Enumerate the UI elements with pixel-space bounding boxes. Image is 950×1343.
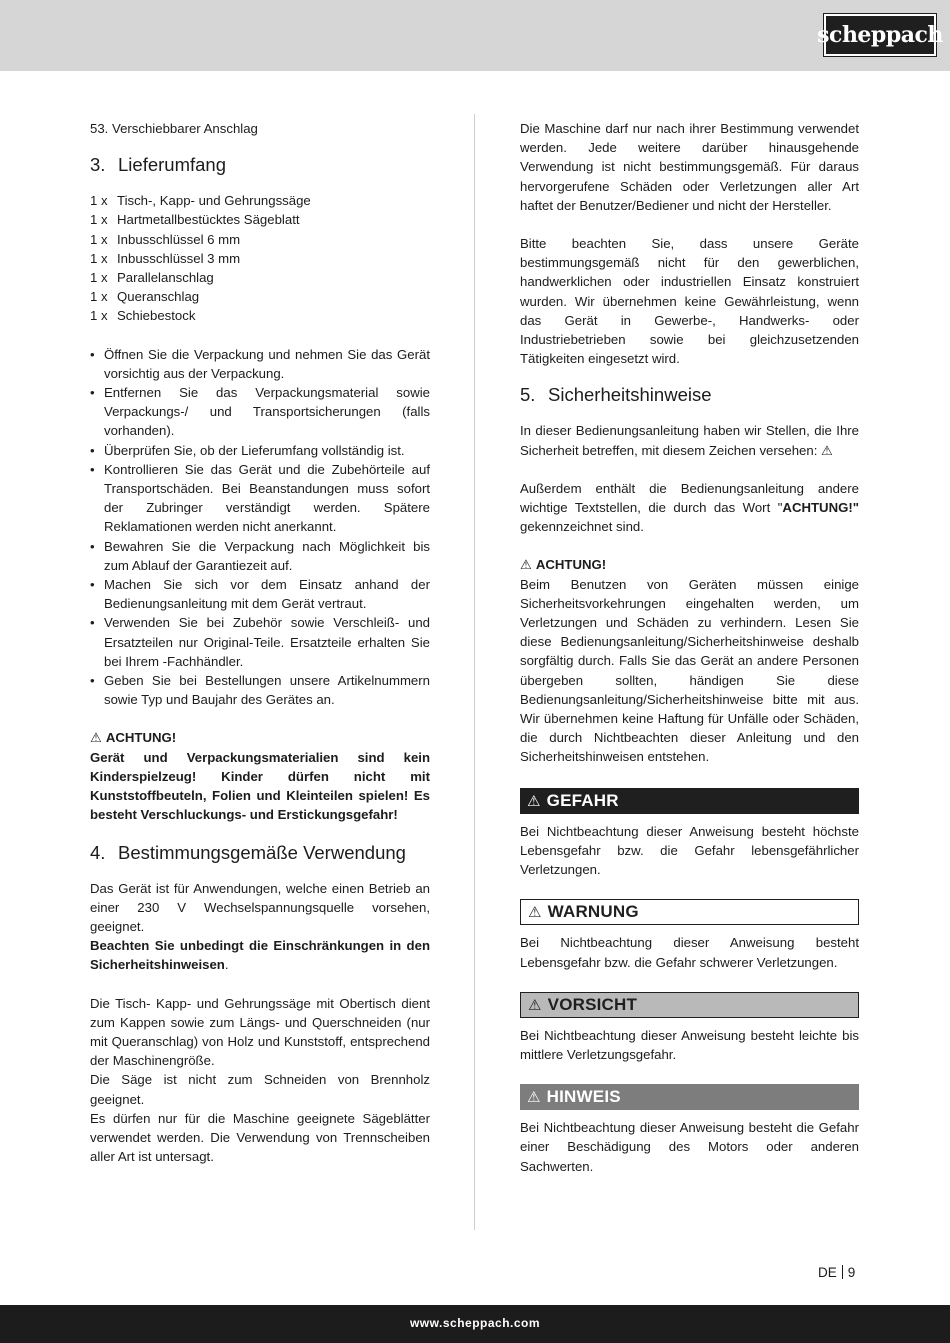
warning-triangle-icon: ⚠: [527, 792, 541, 810]
paragraph: Bitte beachten Sie, dass unsere Geräte bestimmungsgemäß nicht für den gewerblichen, handwerklichen oder industriellen Einsatz konstruiert wurden. Wir übernehmen keine Gewährleistung, wenn das Gerät in Gewerbe-, Handwerks- oder Industriebetrieben sowie bei gleichzusetzenden Tätigkeiten eingesetzt wird.: [520, 236, 859, 367]
header-band: [0, 0, 950, 71]
warning-triangle-icon: ⚠: [527, 1089, 541, 1107]
list-item: 1 x Inbusschlüssel 6 mm: [90, 231, 241, 247]
list-item: 1 x Inbusschlüssel 3 mm: [90, 250, 241, 266]
warning-triangle-icon: ⚠: [821, 442, 833, 458]
warning-triangle-icon: ⚠: [528, 996, 542, 1014]
list-item: 1 x Hartmetallbestücktes Sägeblatt: [90, 212, 300, 228]
unpacking-instructions: [90, 345, 430, 710]
section-3-heading: 3. Lieferumfang: [90, 154, 226, 176]
warning-triangle-icon: ⚠: [528, 904, 542, 922]
section-5-heading: 5. Sicherheitshinweise: [520, 384, 712, 406]
list-item: • Geben Sie bei Bestellungen unsere Artikelnummern sowie Typ und Baujahr des Gerätes an.: [90, 671, 430, 709]
list-item: • Bewahren Sie die Verpackung nach Möglichkeit bis zum Ablauf der Garantiezeit auf.: [90, 537, 430, 575]
warning-triangle-icon: ⚠: [520, 557, 532, 573]
delivery-scope-list: [90, 191, 430, 325]
paragraph: In dieser Bedienungsanleitung haben wir Stellen, die Ihre Sicherheit betreffen, mit diesem Zeichen versehen: ⚠: [520, 421, 859, 459]
paragraph: Die Tisch- Kapp- und Gehrungssäge mit Obertisch dient zum Kappen sowie zum Längs- und Querschneiden (nur mit Queranschlag) von Holz und Kunststoff, entsprechend der Maschinengröße.: [90, 995, 430, 1069]
attention-label: ⚠ ACHTUNG!: [90, 728, 430, 747]
hazard-text: Bei Nichtbeachtung dieser Anweisung besteht die Gefahr einer Beschädigung des Motors oder anderen Sachwerten.: [520, 1120, 859, 1174]
parts-list-item-53: 53. Verschiebbarer Anschlag: [90, 121, 258, 136]
list-item: • Verwenden Sie bei Zubehör sowie Verschleiß- und Ersatzteilen nur Original-Teile. Ersatzteile erhalten Sie bei Ihrem -Fachhändler.: [90, 613, 430, 671]
left-column: [90, 119, 430, 1166]
list-item: • Öffnen Sie die Verpackung und nehmen Sie das Gerät vorsichtig aus der Verpackung.: [90, 345, 430, 383]
column-divider: [474, 114, 475, 1230]
hazard-label-caution: ⚠ VORSICHT: [520, 992, 859, 1018]
paragraph: Das Gerät ist für Anwendungen, welche einen Betrieb an einer 230 V Wechselspannungsquelle vorsehen, geeignet.: [90, 880, 430, 934]
list-item: • Überprüfen Sie, ob der Lieferumfang vollständig ist.: [90, 441, 430, 460]
paragraph: Die Maschine darf nur nach ihrer Bestimmung verwendet werden. Jede weitere darüber hinausgehende Verwendung ist nicht bestimmungsgemäß. Für daraus hervorgerufene Schäden oder Verletzungen aller Art haftet der Benutzer/Bediener und nicht der Hersteller.: [520, 121, 859, 213]
list-item: • Entfernen Sie das Verpackungsmaterial sowie Verpackungs-/ und Transportsicherungen (falls vorhanden).: [90, 383, 430, 441]
warning-triangle-icon: ⚠: [90, 730, 102, 746]
right-column: [520, 119, 859, 1176]
list-item: • Kontrollieren Sie das Gerät und die Zubehörteile auf Transportschäden. Bei Beanstandungen muss sofort der Zubringer verständigt werden. Spätere Reklamationen werden nicht anerkannt.: [90, 460, 430, 537]
page-number: DE 9: [818, 1265, 856, 1280]
list-item: 1 x Schiebestock: [90, 308, 196, 324]
footer-band: [0, 1305, 950, 1343]
hazard-label-warning: ⚠ WARNUNG: [520, 899, 859, 925]
list-item: • Machen Sie sich vor dem Einsatz anhand der Bedienungsanleitung mit dem Gerät vertraut.: [90, 575, 430, 613]
section-4-heading: 4. Bestimmungsgemäße Verwendung: [90, 841, 406, 863]
paragraph: Die Säge ist nicht zum Schneiden von Brennholz geeignet.: [90, 1072, 430, 1107]
list-item: 1 x Tisch-, Kapp- und Gehrungssäge: [90, 193, 311, 209]
paragraph-emphasis: Beachten Sie unbedingt die Einschränkungen in den Sicherheitshinweisen.: [90, 938, 430, 973]
attention-label: ⚠ ACHTUNG!: [520, 555, 859, 574]
list-item: 1 x Queranschlag: [90, 289, 200, 305]
hazard-label-notice: ⚠ HINWEIS: [520, 1084, 859, 1110]
attention-text: Gerät und Verpackungsmaterialien sind kein Kinderspielzeug! Kinder dürfen nicht mit Kunststoffbeuteln, Folien und Kleinteilen spielen! Es besteht Verschluckungs- und Erstickungsgefahr!: [90, 749, 430, 823]
hazard-text: Bei Nichtbeachtung dieser Anweisung besteht leichte bis mittlere Verletzungsgefahr.: [520, 1027, 859, 1062]
hazard-label-danger: ⚠ GEFAHR: [520, 788, 859, 814]
website-link[interactable]: www.scheppach.com: [409, 1316, 541, 1330]
attention-text: Beim Benutzen von Geräten müssen einige Sicherheitsvorkehrungen eingehalten werden, um Verletzungen und Schäden zu verhindern. Lesen Sie diese Bedienungsanleitung/Sicherheitshinweise deshalb sorgfältig durch. Falls Sie das Gerät an andere Personen übergeben sollten, händigen Sie diese Bedienungsanleitung/Sicherheitshinweise bitte mit aus. Wir übernehmen keine Haftung für Unfälle oder Schäden, die durch Nichtbeachten dieser Anleitung und den Sicherheitshinweisen entstehen.: [520, 576, 859, 765]
paragraph: Es dürfen nur für die Maschine geeignete Sägeblätter verwendet werden. Die Verwendung von Trennscheiben aller Art ist untersagt.: [90, 1110, 430, 1165]
hazard-text: Bei Nichtbeachtung dieser Anweisung besteht höchste Lebensgefahr bzw. die Gefahr lebensgefährlicher Verletzungen.: [520, 823, 859, 878]
scheppach-logo: scheppach: [824, 14, 936, 56]
list-item: 1 x Parallelanschlag: [90, 270, 214, 286]
hazard-text: Bei Nichtbeachtung dieser Anweisung besteht Lebensgefahr bzw. die Gefahr schwerer Verletzungen.: [520, 935, 859, 970]
paragraph: Außerdem enthält die Bedienungsanleitung andere wichtige Textstellen, die durch das Wort "ACHTUNG!" gekennzeichnet sind.: [520, 480, 859, 535]
